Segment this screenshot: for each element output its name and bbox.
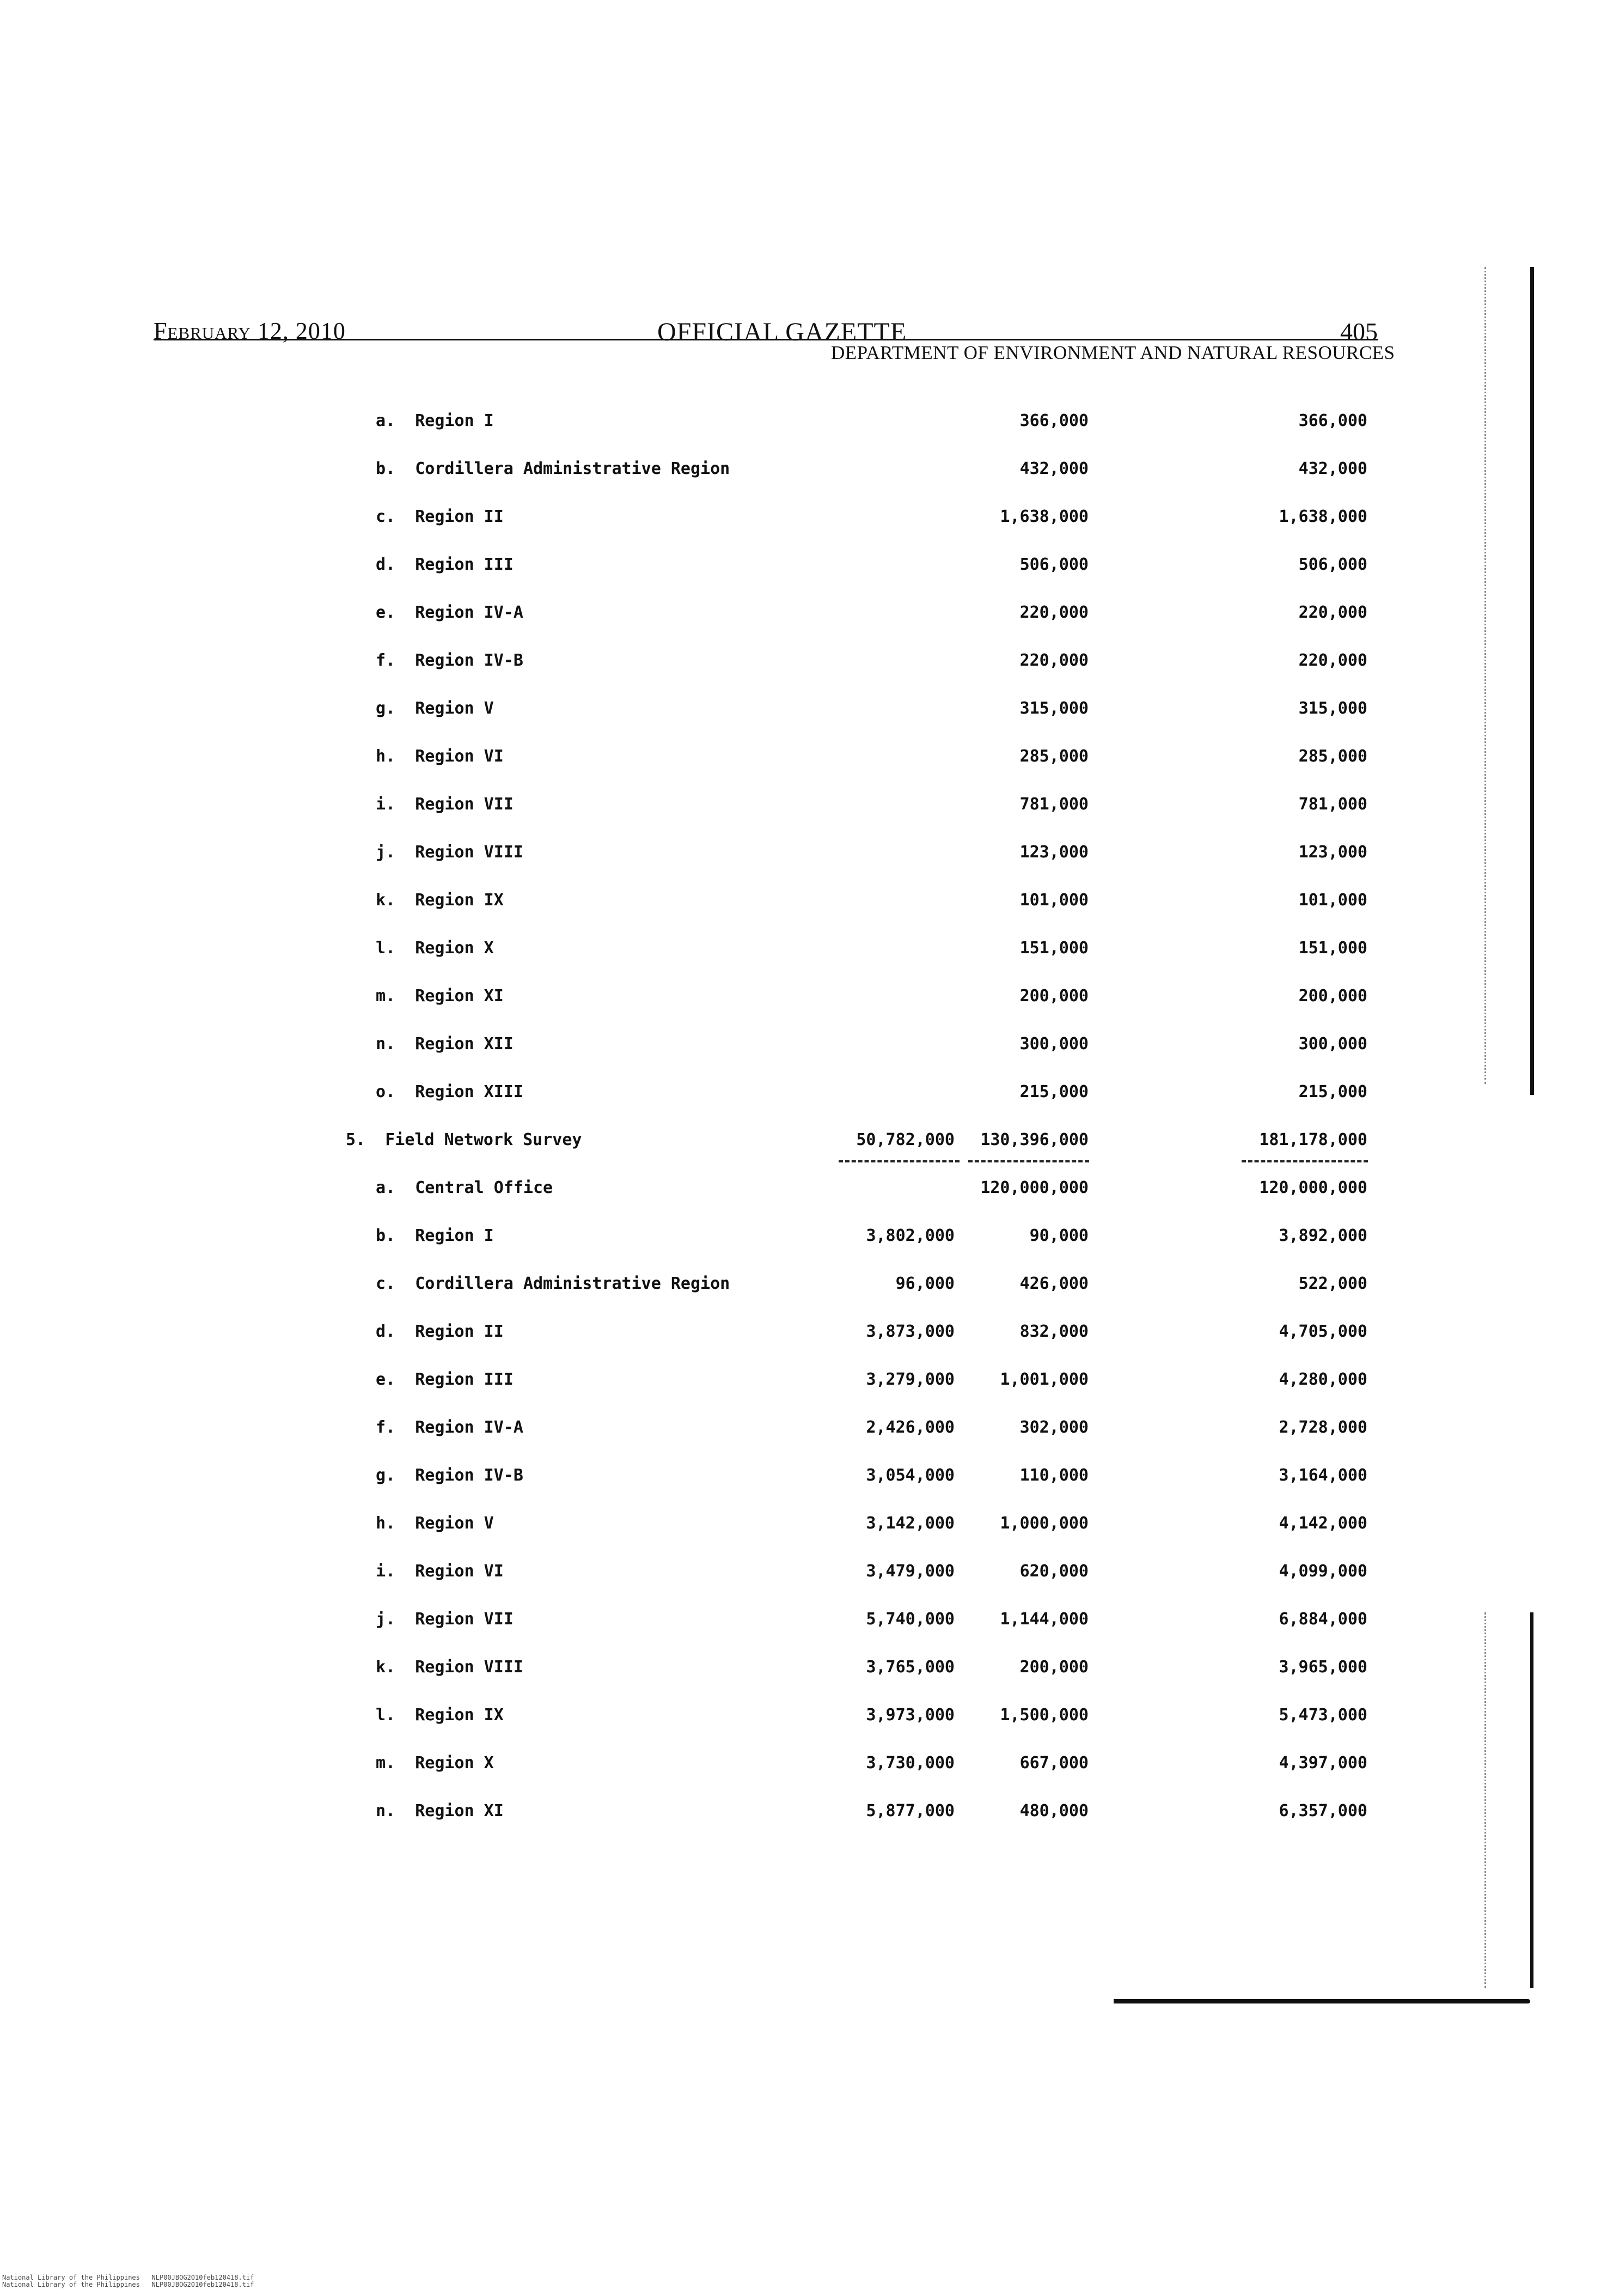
row-value-col3: 2,728,000 xyxy=(1279,1418,1367,1437)
table-row xyxy=(0,1753,1607,1779)
row-value-col2: 832,000 xyxy=(1019,1322,1089,1341)
row-label: m. Region XI xyxy=(376,986,504,1006)
row-label: i. Region VI xyxy=(376,1562,504,1581)
row-value-col2: 781,000 xyxy=(1019,795,1089,814)
row-value-col2: 1,001,000 xyxy=(1000,1370,1089,1389)
table-row xyxy=(0,1514,1607,1539)
row-label: i. Region VII xyxy=(376,795,514,814)
row-value-col2: 480,000 xyxy=(1019,1801,1089,1820)
row-value-col3: 4,099,000 xyxy=(1279,1562,1367,1581)
row-value-col2: 366,000 xyxy=(1019,411,1089,430)
row-value-col1: 3,765,000 xyxy=(866,1658,955,1677)
row-value-col2: 1,500,000 xyxy=(1000,1706,1089,1725)
row-label: o. Region XIII xyxy=(376,1082,523,1101)
row-label: m. Region X xyxy=(376,1753,494,1773)
row-label: f. Region IV-A xyxy=(376,1418,523,1437)
row-label: l. Region IX xyxy=(376,1706,504,1725)
row-value-col1: 3,973,000 xyxy=(866,1706,955,1725)
table-row xyxy=(0,1178,1607,1203)
row-value-col2: 200,000 xyxy=(1019,1658,1089,1677)
table-row xyxy=(0,699,1607,724)
row-value-col3: 123,000 xyxy=(1298,843,1367,862)
row-label: c. Region II xyxy=(376,507,504,526)
row-value-col2: 432,000 xyxy=(1019,459,1089,478)
table-row xyxy=(0,1322,1607,1347)
row-value-col2: 620,000 xyxy=(1019,1562,1089,1581)
row-label: n. Region XII xyxy=(376,1034,514,1053)
table-row xyxy=(0,1706,1607,1731)
row-value-col2: 200,000 xyxy=(1019,986,1089,1006)
row-value-col3: 4,142,000 xyxy=(1279,1514,1367,1533)
row-value-col2: 667,000 xyxy=(1019,1753,1089,1773)
row-value-col2: 215,000 xyxy=(1019,1082,1089,1101)
table-row xyxy=(0,843,1607,868)
row-value-col2: 1,144,000 xyxy=(1000,1610,1089,1629)
row-label: d. Region III xyxy=(376,555,514,574)
row-value-col2: 426,000 xyxy=(1019,1274,1089,1293)
row-label: d. Region II xyxy=(376,1322,504,1341)
row-value-col3: 200,000 xyxy=(1298,986,1367,1006)
row-value-col2: 302,000 xyxy=(1019,1418,1089,1437)
scan-noise xyxy=(1484,1612,1488,1988)
row-value-col3: 506,000 xyxy=(1298,555,1367,574)
row-label: g. Region V xyxy=(376,699,494,718)
row-label: 5. Field Network Survey xyxy=(346,1130,582,1149)
row-value-col3: 432,000 xyxy=(1298,459,1367,478)
scan-edge-mark xyxy=(1530,1612,1533,1988)
row-value-col3: 6,884,000 xyxy=(1279,1610,1367,1629)
row-value-col1: 3,054,000 xyxy=(866,1466,955,1485)
row-value-col3: 522,000 xyxy=(1298,1274,1367,1293)
row-value-col1: 5,877,000 xyxy=(866,1801,955,1820)
row-label: k. Region IX xyxy=(376,891,504,910)
row-label: c. Cordillera Administrative Region xyxy=(376,1274,730,1293)
table-row xyxy=(0,1610,1607,1635)
row-value-col3: 366,000 xyxy=(1298,411,1367,430)
row-value-col2: 130,396,000 xyxy=(980,1130,1089,1149)
table-row xyxy=(0,1658,1607,1683)
row-label: k. Region VIII xyxy=(376,1658,523,1677)
column-rule-2 xyxy=(968,1160,1089,1162)
row-value-col2: 220,000 xyxy=(1019,651,1089,670)
row-value-col3: 215,000 xyxy=(1298,1082,1367,1101)
table-row xyxy=(0,555,1607,580)
row-value-col3: 3,892,000 xyxy=(1279,1226,1367,1245)
row-label: b. Cordillera Administrative Region xyxy=(376,459,730,478)
row-value-col3: 3,965,000 xyxy=(1279,1658,1367,1677)
row-value-col2: 110,000 xyxy=(1019,1466,1089,1485)
department-name: DEPARTMENT OF ENVIRONMENT AND NATURAL RESOURCES xyxy=(831,342,1395,363)
table-row xyxy=(0,1370,1607,1395)
row-label: a. Region I xyxy=(376,411,494,430)
row-value-col1: 3,479,000 xyxy=(866,1562,955,1581)
row-value-col3: 151,000 xyxy=(1298,939,1367,958)
row-value-col2: 1,000,000 xyxy=(1000,1514,1089,1533)
row-value-col1: 3,802,000 xyxy=(866,1226,955,1245)
column-rule-1 xyxy=(839,1160,960,1162)
table-row xyxy=(0,651,1607,676)
table-row xyxy=(0,459,1607,484)
row-value-col3: 285,000 xyxy=(1298,747,1367,766)
row-value-col2: 506,000 xyxy=(1019,555,1089,574)
page-number: 405 xyxy=(1340,318,1378,345)
table-row xyxy=(0,1130,1607,1155)
row-label: h. Region VI xyxy=(376,747,504,766)
row-value-col1: 3,730,000 xyxy=(866,1753,955,1773)
table-row xyxy=(0,747,1607,772)
row-value-col2: 220,000 xyxy=(1019,603,1089,622)
row-value-col3: 300,000 xyxy=(1298,1034,1367,1053)
table-row xyxy=(0,603,1607,628)
row-label: j. Region VII xyxy=(376,1610,514,1629)
row-value-col3: 101,000 xyxy=(1298,891,1367,910)
table-row xyxy=(0,1274,1607,1299)
footer-line: National Library of the Philippines NLP00JBOG2010feb120418.tif xyxy=(2,2274,254,2281)
row-value-col2: 120,000,000 xyxy=(980,1178,1089,1197)
row-value-col1: 96,000 xyxy=(895,1274,955,1293)
archive-footer xyxy=(2,2274,254,2288)
scan-bottom-stroke xyxy=(1114,1999,1530,2003)
publication-title: OFFICIAL GAZETTE xyxy=(657,318,907,346)
row-label: j. Region VIII xyxy=(376,843,523,862)
row-label: b. Region I xyxy=(376,1226,494,1245)
row-label: e. Region III xyxy=(376,1370,514,1389)
column-rule-3 xyxy=(1242,1160,1368,1162)
row-value-col3: 4,280,000 xyxy=(1279,1370,1367,1389)
table-row xyxy=(0,507,1607,532)
footer-line: National Library of the Philippines NLP00JBOG2010feb120418.tif xyxy=(2,2281,254,2288)
table-row xyxy=(0,986,1607,1012)
row-value-col2: 101,000 xyxy=(1019,891,1089,910)
row-value-col3: 220,000 xyxy=(1298,651,1367,670)
row-value-col3: 6,357,000 xyxy=(1279,1801,1367,1820)
row-value-col2: 285,000 xyxy=(1019,747,1089,766)
row-value-col1: 5,740,000 xyxy=(866,1610,955,1629)
table-row xyxy=(0,939,1607,964)
row-label: h. Region V xyxy=(376,1514,494,1533)
row-value-col3: 120,000,000 xyxy=(1259,1178,1367,1197)
scan-noise xyxy=(1484,267,1488,1084)
row-value-col1: 2,426,000 xyxy=(866,1418,955,1437)
row-label: n. Region XI xyxy=(376,1801,504,1820)
table-row xyxy=(0,1418,1607,1443)
row-label: l. Region X xyxy=(376,939,494,958)
row-value-col1: 3,142,000 xyxy=(866,1514,955,1533)
table-row xyxy=(0,891,1607,916)
table-row xyxy=(0,1082,1607,1107)
row-value-col2: 300,000 xyxy=(1019,1034,1089,1053)
row-value-col1: 50,782,000 xyxy=(856,1130,955,1149)
scan-edge-mark xyxy=(1530,267,1534,1095)
row-label: f. Region IV-B xyxy=(376,651,523,670)
row-value-col3: 781,000 xyxy=(1298,795,1367,814)
row-value-col3: 3,164,000 xyxy=(1279,1466,1367,1485)
row-value-col3: 220,000 xyxy=(1298,603,1367,622)
row-label: g. Region IV-B xyxy=(376,1466,523,1485)
row-value-col3: 1,638,000 xyxy=(1279,507,1367,526)
table-row xyxy=(0,411,1607,436)
row-value-col3: 4,397,000 xyxy=(1279,1753,1367,1773)
row-value-col3: 4,705,000 xyxy=(1279,1322,1367,1341)
table-row xyxy=(0,1034,1607,1059)
row-value-col3: 5,473,000 xyxy=(1279,1706,1367,1725)
table-row xyxy=(0,795,1607,820)
row-value-col1: 3,279,000 xyxy=(866,1370,955,1389)
row-value-col2: 90,000 xyxy=(1029,1226,1089,1245)
table-row xyxy=(0,1226,1607,1251)
row-value-col3: 315,000 xyxy=(1298,699,1367,718)
row-value-col2: 123,000 xyxy=(1019,843,1089,862)
row-value-col2: 151,000 xyxy=(1019,939,1089,958)
row-value-col2: 1,638,000 xyxy=(1000,507,1089,526)
row-value-col1: 3,873,000 xyxy=(866,1322,955,1341)
row-label: a. Central Office xyxy=(376,1178,553,1197)
row-label: e. Region IV-A xyxy=(376,603,523,622)
table-row xyxy=(0,1562,1607,1587)
row-value-col2: 315,000 xyxy=(1019,699,1089,718)
row-value-col3: 181,178,000 xyxy=(1259,1130,1367,1149)
table-row xyxy=(0,1801,1607,1826)
issue-date: February 12, 2010 xyxy=(154,318,346,344)
table-row xyxy=(0,1466,1607,1491)
